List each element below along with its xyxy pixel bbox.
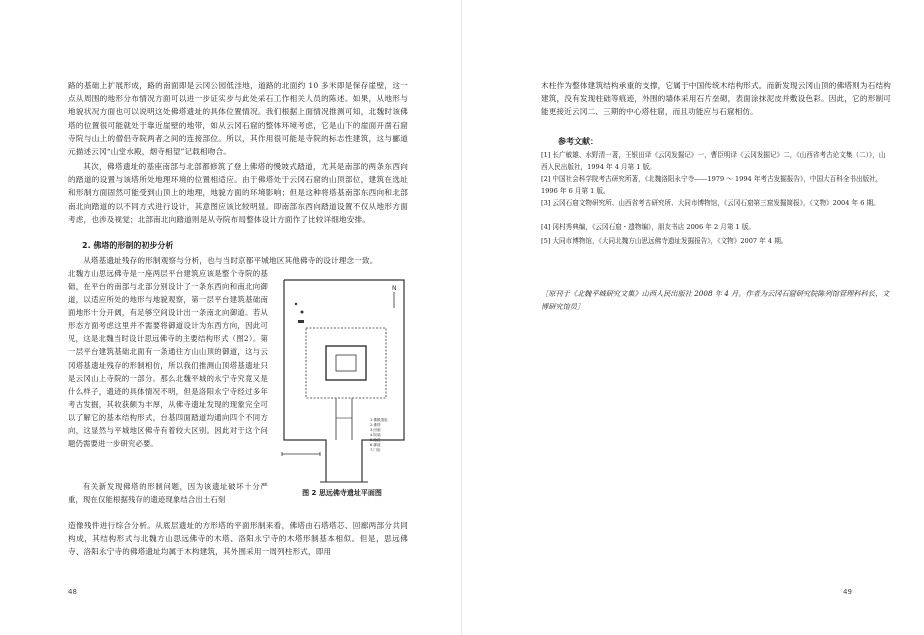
- figure-legend: [370, 418, 410, 453]
- reference-item: [3] 云冈石窟文物研究所、山西省考古研究所、大同市博物馆，《云冈石窟第三窟发掘简报》，《文物》2004 年 6 期。: [541, 199, 880, 207]
- paragraph: 其次，佛塔遗址的基座南部与北部都修筑了登上佛塔的慢坡式踏道，尤其是南部的两条东西向的踏道的设置与该塔所处地理环境的位置相适应。由于佛塔处于云冈石窟的山顶部位，建筑在选址和形制方面固然可能受到山顶上的地理，地貌方面的环境影响；但是这种将塔基南部东西向和北部南北向踏道的以不同方式进行设计，其意图应该比较明显。即南部东西向踏道设置不仅从地形方面考虑，也涉及视觉；北部南北向踏道则是从寺院布局整体设计方面作了比较详细地安排。: [68, 162, 408, 224]
- page-number: 48: [68, 588, 77, 596]
- paragraph: 路的基础上扩展形成，路的南面即是云冈公园低洼地，道路的北面约 10 多米即是保存崖壁，这一点从周围的地形分布情况方面可以进一步证实步与此处采石工作相关人员的陈述。如果，从地形与地貌状况方面也可以说明这处佛塔遗址的具体位置情况。我们根据上面情况推测可知，北魏时该佛塔的位置很可能就处于靠近崖壁的地带，如从云冈石窟的整体环境考虑，它是山下的崖面开凿石窟寺院与山上的僧侣寺院两者之间的连接部位。所以，其作用很可能是寺院的标志性建筑，这与郦道元描述云冈“山堂水殿，烟寺相望”记载相吻合。: [68, 81, 408, 157]
- legend-item: 5.踏道: [370, 438, 381, 442]
- reference-item: [1] 长广敏雄、水野清一著，王银田译《云冈发掘记》一，曹臣明译《云冈发掘记》二，《山西省考古论文集（二）》，山西人民出版社，1994 年 4 月第 1 版。: [541, 151, 886, 171]
- section-heading: 2. 佛塔的形制的初步分析: [82, 241, 174, 250]
- legend-item: 7.门址: [370, 448, 381, 452]
- legend-item: 2.佛塔: [370, 423, 381, 427]
- paragraph: 有关新发现佛塔的形制问题，因为该遗址破坏十分严重，现在仅能根据残存的遗迹现象结合出土石刻: [68, 482, 268, 505]
- page-number: 49: [843, 588, 852, 596]
- svg-text:N: N: [392, 285, 397, 292]
- reference-item: [4] 冈村秀典编，《云冈石窟・遗物编》，朋友书店 2006 年 2 月第 1 版。: [541, 223, 756, 231]
- legend-item: 6.御道: [370, 443, 381, 447]
- legend-item: 3.回廊: [370, 428, 381, 432]
- site-plan-figure: [276, 268, 408, 484]
- figure-caption: 图 2 思远佛寺遗址平面图: [302, 489, 382, 497]
- reference-item: [5] 大同市博物馆，《大同北魏方山思远佛寺遗址发掘报告》，《文物》2007 年 4 期。: [541, 237, 788, 245]
- reference-item: [2] 中国社会科学院考古研究所著，《北魏洛阳永宁寺——1979 ～ 1994 年考古发掘报告》，中国大百科全书出版社，1996 年 6 月第 1 版。: [541, 175, 883, 195]
- source-note: ［原刊于《北魏平城研究文集》山西人民出版社 2008 年 4 月。作者为云冈石窟研究院陈列馆管理科科长、文博研究馆员］: [541, 289, 890, 311]
- paragraph: 木柱作为整体建筑结构承重的支撑，它属于中国传统木结构形式。而新发现云冈山顶的佛塔则为石结构建筑，没有发现柱础等痕迹，外围的墙体采用石片垒砌，表面涂抹泥皮并敷设色彩。因此，它的形制可能更接近云冈二、三期的中心塔柱窟，而且功能应与石窟相仿。: [541, 81, 891, 117]
- references-heading: 参考文献：: [558, 137, 598, 146]
- paragraph: 北魏方山思远佛寺是一座两层平台建筑应该是整个寺院的基础，在平台的南部与北部分别设计了一条东西向和南北向御道，以适应所处的地形与地貌观察，第一层平台建筑基础南面地形十分开阔，有足够空间设计出一条南北向御道。若从形态方面考虑这里并不需要将御道设计为东西方向，因此可见，这是北魏当时设计思远佛寺的主要结构形式（图2）。第一层平台建筑基础北面有一条通往方山山顶的御道，这与云冈塔基遗址残存的形制相仿，所以我们推测山顶塔基遗址只是云冈山上寺院的一部分。那么北魏平城的永宁寺究竟又是什么样子，遗迹的具体情况不明，但是洛阳永宁寺经过多年考古发掘，其收获颇为丰厚，从佛寺遗址发现的现象完全可以了解它的基本结构形式，台基四面踏道均通向四个不同方向，这显然与平城地区佛寺有着较大区别。因此对于这个问题仍需要进一步研究必要。: [68, 269, 268, 449]
- paragraph: 从塔基遗址残存的形制观察与分析，也与当时京都平城地区其他佛寺的设计理念一致。: [83, 256, 378, 265]
- legend-item: 4.院墙: [370, 433, 381, 437]
- paragraph: 造像残件进行综合分析。从底层遗址的方形塔的平面形制来看，佛塔由石塔塔芯、回廊两部分共同构成，其结构形式与北魏方山思远佛寺的木塔、洛阳永宁寺的木塔形制基本相似。但是，思远佛寺、洛阳永宁寺的佛塔遗址均属于木构建筑，其外围采用一周列柱形式，即用: [68, 521, 408, 557]
- legend-item: 1.佛殿遗址: [370, 418, 388, 422]
